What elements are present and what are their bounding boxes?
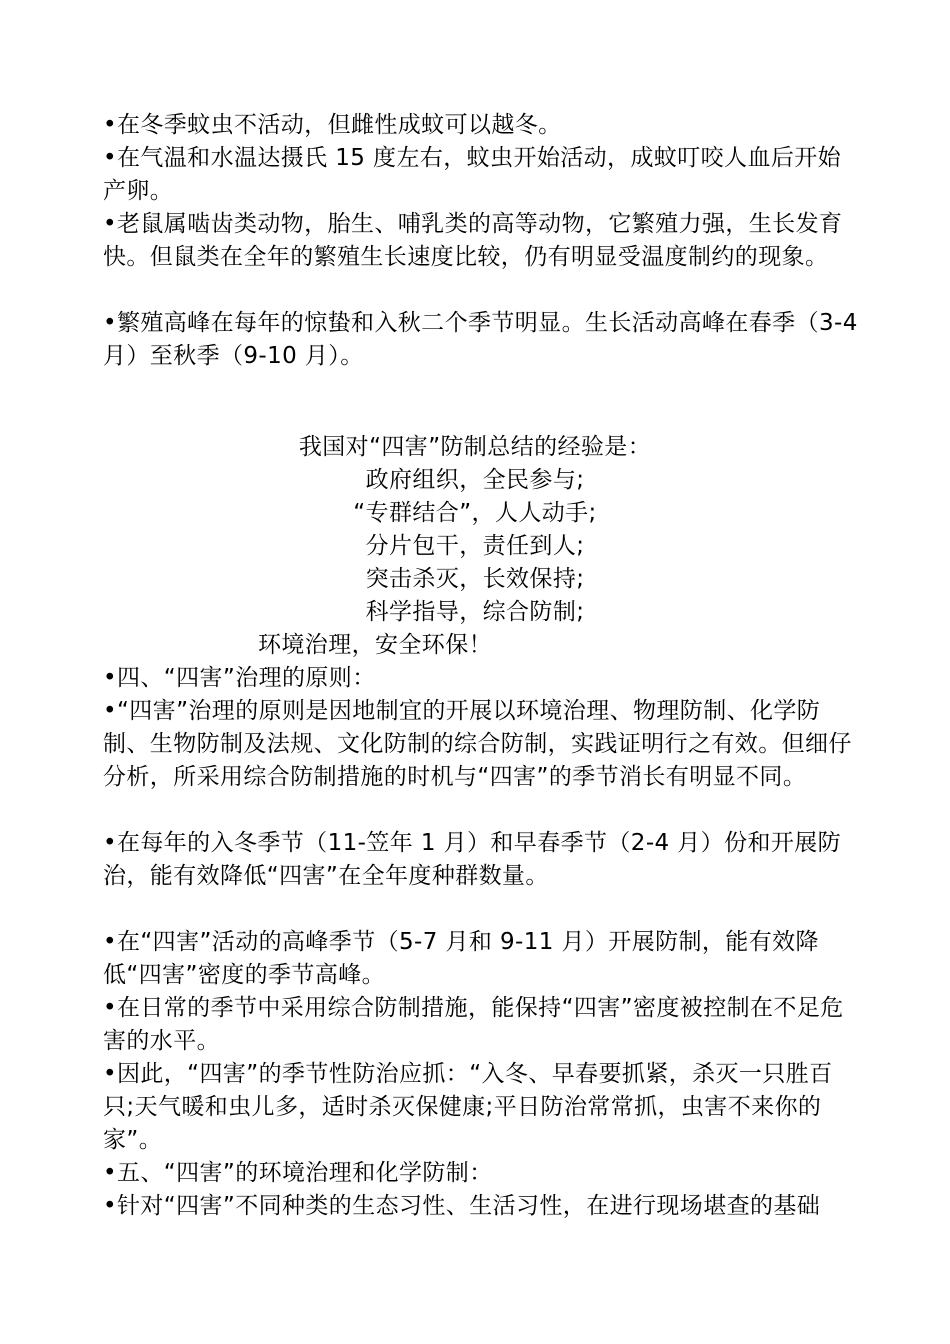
experience-line: 突击杀灭，长效保持; xyxy=(365,566,585,592)
paragraph-rodent-biology: •老鼠属啮齿类动物，胎生、哺乳类的高等动物，它繁殖力强，生长发育快。但鼠类在全年的繁殖生长速度比较，仍有明显受温度制约的现象。 xyxy=(103,211,843,270)
experience-line: “专群结合”，人人动手; xyxy=(353,500,597,526)
section-heading-principles: •四、“四害”治理的原则： xyxy=(103,665,376,691)
experience-line: 分片包干，责任到人; xyxy=(365,533,585,559)
paragraph-ecology: •针对“四害”不同种类的生态习性、生活习性，在进行现场堪查的基础 xyxy=(103,1193,821,1219)
paragraph-principles: •“四害”治理的原则是因地制宜的开展以环境治理、物理防制、化学防制、生物防制及法规、文化防制的综合防制，实践证明行之有效。但细仔分析，所采用综合防制措施的时机与“四害”的季节消长有明显不同。 xyxy=(103,698,852,790)
paragraph-daily-control: •在日常的季节中采用综合防制措施，能保持“四害”密度被控制在不足危害的水平。 xyxy=(103,995,844,1054)
experience-closing: 环境治理，安全环保！ xyxy=(258,632,492,658)
paragraph-mosquito-activity: •在气温和水温达摄氏 15 度左右，蚊虫开始活动，成蚊叮咬人血后开始产卵。 xyxy=(103,145,842,204)
paragraph-seasonal-slogan: •因此，“四害”的季节性防治应抓：“入冬、早春要抓紧，杀灭一只胜百只;天气暖和虫儿多，适时杀灭保健康;平日防治常常抓，虫害不来你的家”。 xyxy=(103,1061,833,1153)
paragraph-winter-spring-control: •在每年的入冬季节（11-笠年 1 月）和早春季节（2-4 月）份和开展防治，能有效降低“四害”在全年度种群数量。 xyxy=(103,830,842,889)
section-heading-environment: •五、“四害”的环境治理和化学防制： xyxy=(103,1160,493,1186)
experience-heading: 我国对“四害”防制总结的经验是： xyxy=(298,434,652,460)
paragraph-breeding-peak: •繁殖高峰在每年的惊蛰和入秋二个季节明显。生长活动高峰在春季（3-4 月）至秋季（9-10 月）。 xyxy=(103,310,858,369)
experience-line: 政府组织，全民参与; xyxy=(365,467,585,493)
experience-line: 科学指导，综合防制; xyxy=(365,599,585,625)
paragraph-mosquito-winter: •在冬季蚊虫不活动，但雌性成蚊可以越冬。 xyxy=(103,112,562,138)
paragraph-peak-season-control: •在“四害”活动的高峰季节（5-7 月和 9-11 月）开展防制，能有效降低“四害”密度的季节高峰。 xyxy=(103,929,819,988)
